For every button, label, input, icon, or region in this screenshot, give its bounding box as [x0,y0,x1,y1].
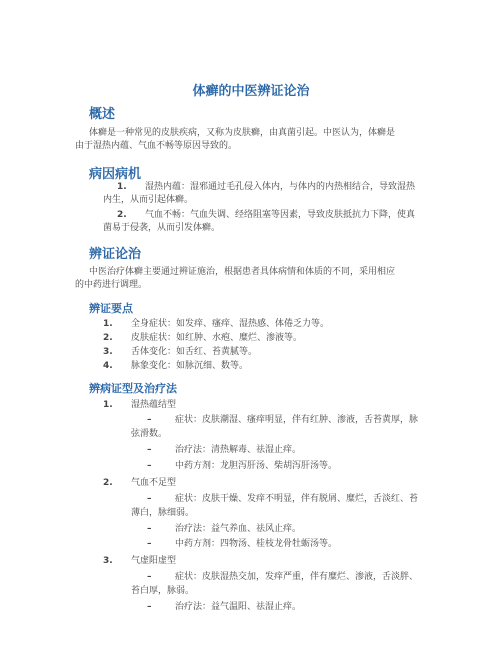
type-3-symptom-line-2: 苔白厚，脉弱。 [131,586,195,596]
document-title: 体癣的中医辨证论治 [192,84,310,99]
heading-overview: 概述 [89,107,116,122]
type-name-2: 气血不足型 [131,478,177,488]
type-num-3: 3. [103,556,113,566]
keypoint-num-1: 1. [103,319,113,329]
heading-diagnosis: 辨证论治 [89,247,142,262]
type-num-2: 2. [103,478,113,488]
heading-types: 辨病证型及治疗法 [89,382,177,395]
type-name-3: 气虚阳虚型 [131,556,177,566]
etiology-item-1-line-2: 内生，从而引起体癣。 [103,195,194,205]
etiology-num-2: 2. [117,210,127,220]
type-3-method: 治疗法：益气温阳、祛湿止痒。 [175,602,302,612]
diagnosis-line-1: 中医治疗体癣主要通过辨证施治，根据患者具体病情和体质的不同，采用相应 [89,267,396,277]
keypoint-num-3: 3. [103,347,113,357]
keypoint-num-2: 2. [103,333,113,343]
diagnosis-line-2: 的中药进行调理。 [75,280,148,290]
type-2-herbs: 中药方剂：四物汤、桂枝龙骨牡蛎汤等。 [175,539,338,549]
etiology-num-1: 1. [117,182,127,192]
overview-line-2: 由于湿热内蕴、气血不畅等原因导致的。 [75,141,238,151]
type-1-dash-herbs: – [147,461,152,471]
type-2-method: 治疗法：益气养血、祛风止痒。 [175,524,302,534]
type-num-1: 1. [103,400,113,410]
type-1-symptom-line-2: 弦滑数。 [131,429,168,439]
keypoint-item-4: 脉象变化：如脉沉细、数等。 [131,361,249,371]
overview-line-1: 体癣是一种常见的皮肤疾病，又称为皮肤癣，由真菌引起。中医认为，体癣是 [89,128,396,138]
type-3-dash-symptom: – [147,572,152,582]
heading-etiology: 病因病机 [89,167,142,182]
type-2-symptom-line-1: 症状：皮肤干燥、发痒不明显，伴有脱屑、糜烂，舌淡红、苔 [175,494,419,504]
type-1-dash-symptom: – [147,415,152,425]
type-1-symptom-line-1: 症状：皮肤潮湿、瘙痒明显，伴有红肿、渗液，舌苔黄厚，脉 [175,415,419,425]
type-2-dash-herbs: – [147,539,152,549]
type-1-herbs: 中药方剂：龙胆泻肝汤、柴胡泻肝汤等。 [175,461,338,471]
type-1-method: 治疗法：清热解毒、祛湿止痒。 [175,445,302,455]
etiology-item-2-line-2: 菌易于侵袭，从而引发体癣。 [103,223,221,233]
type-2-dash-symptom: – [147,494,152,504]
keypoint-item-3: 舌体变化：如舌红、苔黄腻等。 [131,347,258,357]
type-1-dash-method: – [147,445,152,455]
type-3-dash-method: – [147,602,152,612]
type-name-1: 湿热蕴结型 [131,400,177,410]
heading-keypoints: 辨证要点 [89,302,133,315]
etiology-item-1-line-1: 湿热内蕴：湿邪通过毛孔侵入体内，与体内的内热相结合，导致湿热 [145,182,416,192]
type-2-symptom-line-2: 薄白，脉细弱。 [131,508,195,518]
type-3-symptom-line-1: 症状：皮肤湿热交加，发痒严重，伴有糜烂、渗液，舌淡胖、 [175,572,419,582]
type-2-dash-method: – [147,524,152,534]
keypoint-num-4: 4. [103,361,113,371]
etiology-item-2-line-1: 气血不畅：气血失调、经络阻塞等因素，导致皮肤抵抗力下降，使真 [145,210,416,220]
keypoint-item-2: 皮肤症状：如红肿、水疱、糜烂、渗液等。 [131,333,303,343]
keypoint-item-1: 全身症状：如发痒、瘙痒、湿热感、体倦乏力等。 [131,319,330,329]
